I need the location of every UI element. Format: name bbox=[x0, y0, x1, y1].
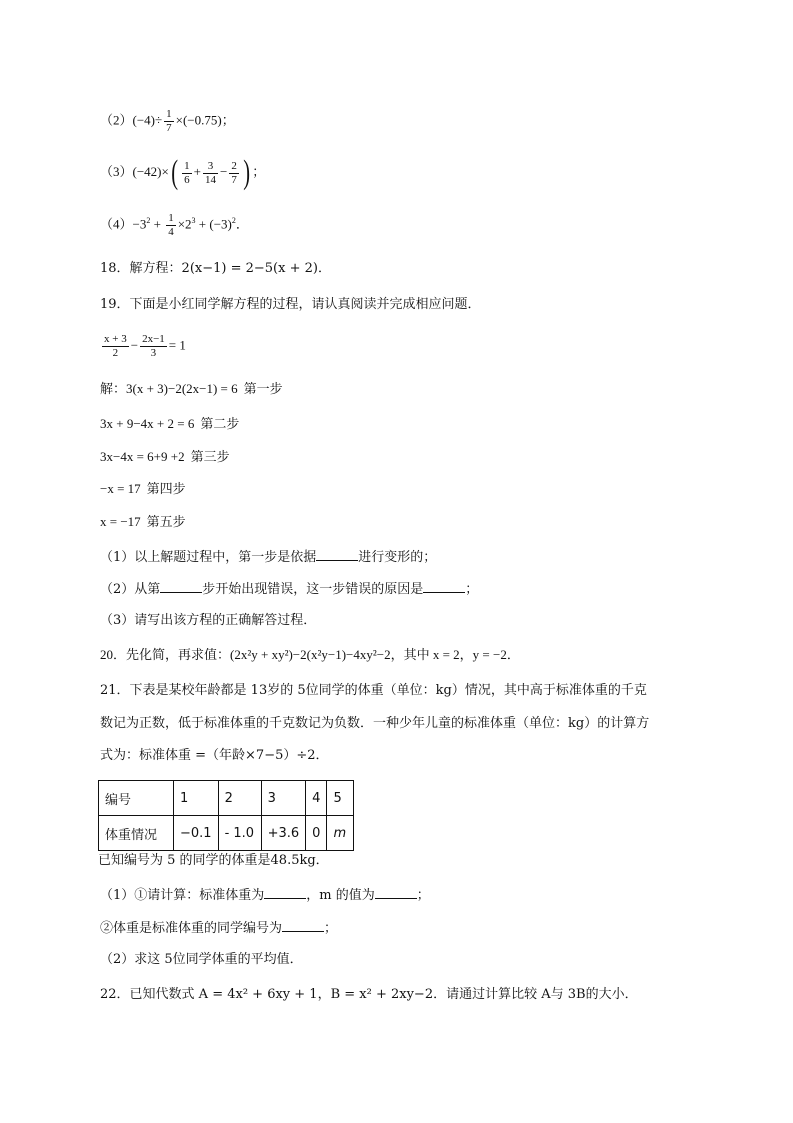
step-expr: 解：3(x + 3)−2(2x−1) = 6 bbox=[100, 381, 238, 396]
text: ； bbox=[465, 582, 479, 597]
table-cell: 4 bbox=[306, 781, 327, 816]
numerator: 1 bbox=[184, 159, 190, 172]
step-expr: 3x−4x = 6+9 +2 bbox=[100, 449, 185, 464]
plus: + bbox=[193, 163, 202, 179]
expr-c: + (−3) bbox=[195, 216, 232, 232]
fraction-3 bbox=[229, 160, 239, 187]
numerator: 1 bbox=[166, 108, 172, 120]
expr-b: ×2 bbox=[177, 216, 192, 232]
q20-text bbox=[100, 645, 520, 665]
text: （1）以上解题过程中，第一步是依据 bbox=[100, 550, 317, 565]
numerator: x + 3 bbox=[104, 333, 127, 345]
denominator: 7 bbox=[166, 122, 172, 134]
table-cell: 0 bbox=[306, 816, 327, 851]
table-cell: 3 bbox=[261, 781, 306, 816]
expr-a: −3 bbox=[132, 216, 147, 232]
q19-equation bbox=[100, 333, 186, 360]
rhs: = 1 bbox=[168, 337, 186, 353]
step-expr: 3x + 9−4x + 2 = 6 bbox=[100, 416, 195, 431]
q19-sub3: （3）请写出该方程的正确解答过程． bbox=[100, 613, 317, 628]
q17-part2 bbox=[100, 108, 235, 135]
numerator: 2x−1 bbox=[142, 333, 165, 345]
q19-step-2 bbox=[100, 414, 239, 434]
q21-line2: 数记为正数，低于标准体重的千克数记为负数．一种少年儿童的标准体重（单位：kg）的计算方 bbox=[100, 716, 650, 731]
table-row bbox=[99, 816, 354, 851]
fraction-1 bbox=[102, 333, 129, 360]
denominator: 6 bbox=[184, 173, 190, 186]
expr-a: (−4)÷ bbox=[132, 112, 163, 128]
q19-sub1 bbox=[100, 546, 436, 568]
q18-text: 18．解方程：2(x−1) = 2−5(x + 2)． bbox=[100, 261, 331, 276]
q21-sub1-2 bbox=[100, 917, 337, 939]
text: （2）从第 bbox=[100, 582, 161, 597]
q17-part4 bbox=[100, 212, 249, 239]
table-cell: −0.1 bbox=[174, 816, 219, 851]
q17-part3 bbox=[100, 154, 266, 191]
numerator: 1 bbox=[168, 212, 174, 224]
fraction-1 bbox=[182, 160, 192, 187]
fraction bbox=[166, 212, 176, 239]
minus: − bbox=[130, 337, 139, 353]
weight-table bbox=[98, 780, 354, 851]
q19-step-1 bbox=[100, 379, 283, 399]
step-label: 第二步 bbox=[200, 416, 240, 431]
q19-step-3 bbox=[100, 447, 230, 467]
table-cell: 体重情况 bbox=[99, 816, 174, 851]
q22-text: 22．已知代数式 A = 4x² + 6xy + 1，B = x² + 2xy−2．请通过计算比较 A与 3B的大小． bbox=[100, 987, 638, 1002]
answer-blank[interactable] bbox=[160, 578, 202, 593]
numerator: 2 bbox=[231, 159, 237, 172]
numerator: 3 bbox=[203, 160, 218, 174]
table-cell: - 1.0 bbox=[218, 816, 261, 851]
q21-sub1 bbox=[100, 884, 430, 906]
table-cell: 1 bbox=[174, 781, 219, 816]
step-expr: −x = 17 bbox=[100, 481, 141, 496]
text: （1）①请计算：标准体重为 bbox=[100, 888, 265, 903]
label: （4） bbox=[100, 216, 133, 232]
text: ； bbox=[416, 888, 430, 903]
end: ； bbox=[252, 163, 266, 179]
expr-b: ×(−0.75)； bbox=[175, 112, 235, 128]
left-paren: ( bbox=[171, 154, 178, 191]
exponent: 3 bbox=[191, 216, 196, 226]
table-cell: +3.6 bbox=[261, 816, 306, 851]
denominator: 7 bbox=[231, 173, 237, 186]
answer-blank[interactable] bbox=[316, 546, 358, 561]
text: 进行变形的； bbox=[358, 550, 437, 565]
end: ． bbox=[235, 216, 249, 232]
table-cell: 2 bbox=[218, 781, 261, 816]
table-cell: 5 bbox=[327, 781, 354, 816]
plus: + bbox=[150, 216, 165, 232]
text: ； bbox=[324, 921, 338, 936]
q21-line3: 式为：标准体重 =（年龄×7−5）÷2． bbox=[100, 748, 329, 763]
text: 步开始出现错误，这一步错误的原因是 bbox=[202, 582, 424, 597]
text: ，其中 x = 2，y = −2． bbox=[390, 647, 520, 662]
denominator: 3 bbox=[150, 347, 157, 359]
step-label: 第三步 bbox=[190, 449, 230, 464]
table-cell: 编号 bbox=[99, 781, 174, 816]
minus: − bbox=[220, 163, 228, 179]
q21-sub2: （2）求这 5位同学体重的平均值． bbox=[100, 952, 303, 967]
label: （2） bbox=[100, 112, 133, 128]
step-label: 第一步 bbox=[243, 381, 283, 396]
answer-blank[interactable] bbox=[375, 884, 417, 899]
fraction-2 bbox=[140, 333, 167, 360]
q21-line1: 21．下表是某校年龄都是 13岁的 5位同学的体重（单位：kg）情况，其中高于标准体重的千克 bbox=[100, 683, 647, 698]
denominator: 14 bbox=[205, 173, 217, 186]
step-expr: x = −17 bbox=[100, 514, 141, 529]
expr-a: (−42)× bbox=[132, 163, 169, 179]
table-cell: m bbox=[327, 816, 354, 851]
expression: (2x²y + xy²)−2(x²y−1)−4xy²−2 bbox=[230, 647, 391, 662]
label: （3） bbox=[100, 163, 133, 179]
q19-step-5 bbox=[100, 512, 186, 532]
fraction-2 bbox=[203, 160, 218, 187]
text: ②体重是标准体重的同学编号为 bbox=[100, 921, 283, 936]
answer-blank[interactable] bbox=[423, 578, 465, 593]
q19-step-4 bbox=[100, 479, 186, 499]
text: 20．先化简，再求值： bbox=[100, 647, 231, 662]
exponent: 2 bbox=[231, 216, 236, 226]
q19-intro: 19．下面是小红同学解方程的过程，请认真阅读并完成相应问题． bbox=[100, 297, 481, 312]
fraction bbox=[164, 108, 174, 135]
text: ，m 的值为 bbox=[306, 888, 375, 903]
denominator: 2 bbox=[112, 347, 119, 359]
q21-known: 已知编号为 5 的同学的体重是48.5kg． bbox=[98, 853, 329, 868]
answer-blank[interactable] bbox=[264, 884, 306, 899]
right-paren: ) bbox=[243, 154, 250, 191]
answer-blank[interactable] bbox=[282, 917, 324, 932]
q19-sub2 bbox=[100, 578, 478, 600]
table-row bbox=[99, 781, 354, 816]
step-label: 第四步 bbox=[146, 481, 186, 496]
step-label: 第五步 bbox=[146, 514, 186, 529]
denominator: 4 bbox=[168, 226, 174, 238]
exponent: 2 bbox=[146, 216, 151, 226]
